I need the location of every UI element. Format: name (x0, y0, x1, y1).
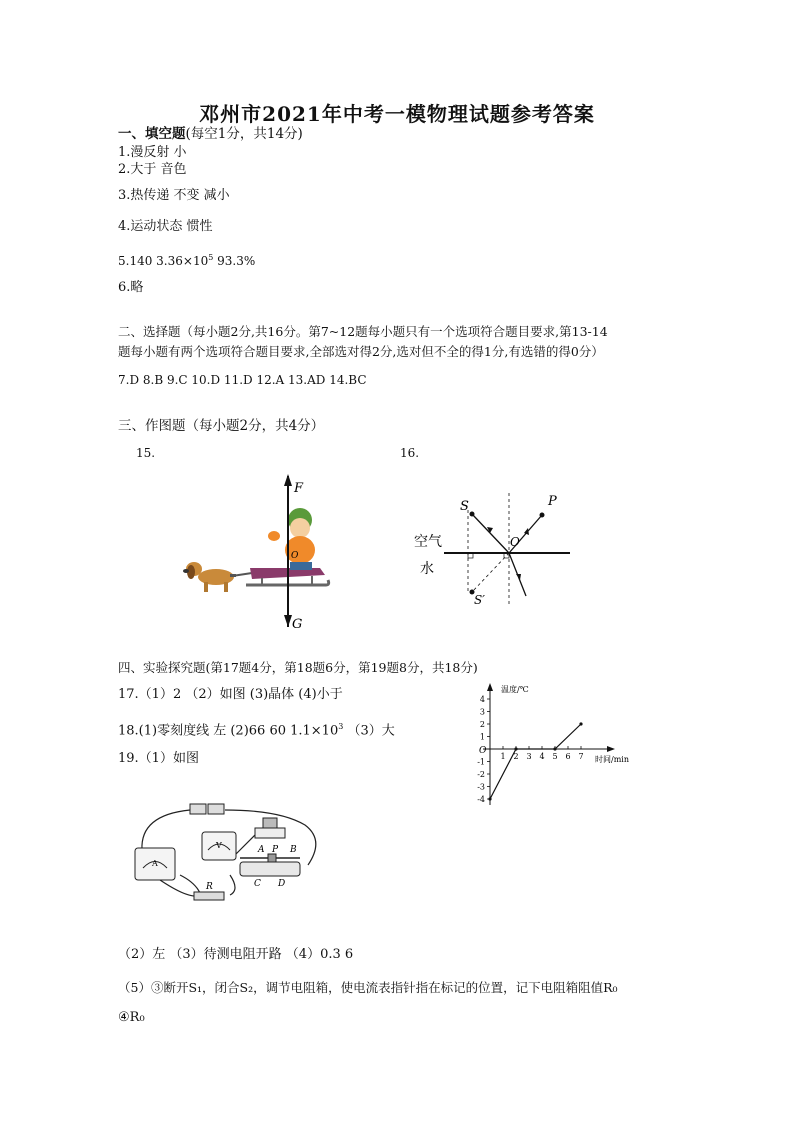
medium-water-label: 水 (420, 561, 434, 577)
answer-17: 17.（1）2 （2）如图 (3)晶体 (4)小于 (118, 687, 343, 702)
answer-18-suffix: （3）大 (343, 723, 395, 739)
section2-heading-line2: 题每小题有两个选项符合题目要求,全部选对得2分,选对但不全的得1分,有选错的得0分） (118, 344, 604, 359)
answer-2: 2.大于 音色 (118, 162, 187, 177)
force-g-label: G (292, 617, 303, 632)
section3-heading: 三、作图题（每小题2分，共4分） (118, 418, 325, 434)
section2-answers: 7.D 8.B 9.C 10.D 11.D 12.A 13.AD 14.BC (118, 373, 367, 387)
answer-18 (118, 719, 395, 739)
section2-heading-line1: 二、选择题（每小题2分,共16分。第7~12题每小题只有一个选项符合题目要求,第13-14 (118, 324, 608, 339)
data-point (488, 797, 491, 800)
data-point (579, 722, 582, 725)
terminal-c-label: C (254, 879, 261, 889)
q15-label: 15. (136, 446, 156, 460)
image-s-prime-label: S′ (474, 593, 485, 607)
switch-icon (255, 818, 285, 838)
answer-4: 4.运动状态 惯性 (118, 219, 213, 234)
x-tick-label: 4 (539, 752, 545, 761)
x-tick-label: 2 (513, 752, 519, 761)
answer-5-suffix: 93.3% (213, 254, 256, 268)
force-f-label: F (294, 481, 304, 496)
y-tick-label: -2 (477, 770, 485, 779)
y-tick-label: -1 (477, 757, 485, 767)
voltmeter-icon (202, 832, 236, 860)
center-o-label: O (291, 551, 299, 561)
ammeter-label: A (152, 859, 158, 868)
answer-19-5: （5）③断开S₁，闭合S₂，调节电阻箱，使电流表指针指在标记的位置，记下电阻箱阻值R₀ (118, 980, 618, 995)
point-p-label: P (548, 494, 557, 509)
x-tick-label: 1 (500, 752, 506, 761)
answer-18-sup: 3 (338, 722, 344, 731)
answer-5-sup: 5 (208, 253, 214, 262)
figure-16-light-diagram (410, 488, 580, 608)
answer-1: 1.漫反射 小 (118, 145, 187, 160)
page-title: 邓州市2021年中考一模物理试题参考答案 (199, 102, 595, 126)
graph-origin-label: O (479, 746, 487, 756)
answer-6: 6.略 (118, 280, 144, 295)
figure-15-sled-diagram (180, 472, 340, 637)
temperature-time-graph (465, 680, 635, 810)
x-tick-label: 3 (526, 752, 532, 761)
battery-icon (190, 804, 224, 814)
section1-heading (118, 126, 303, 142)
answer-19-2: （2）左 （3）待测电阻开路 （4）0.3 6 (118, 947, 354, 962)
section1-heading-rest: (每空1分，共14分) (185, 126, 303, 142)
y-tick-label: 1 (479, 732, 485, 742)
answer-5-prefix: 5.140 3.36×10 (118, 254, 209, 268)
answer-19-1: 19.（1）如图 (118, 751, 199, 766)
slider-p-label: P (272, 845, 279, 855)
source-s-label: S (460, 499, 469, 514)
y-tick-label: 3 (479, 707, 485, 717)
q16-label: 16. (400, 446, 420, 460)
y-tick-label: 2 (479, 720, 485, 729)
x-tick-label: 7 (578, 752, 584, 761)
answer-18-prefix: 18.(1)零刻度线 左 (2)66 60 1.1×10 (118, 723, 339, 739)
x-axis-label: 时间/min (595, 755, 629, 764)
x-tick-label: 5 (552, 752, 558, 761)
terminal-d-label: D (278, 879, 286, 889)
data-point (553, 747, 556, 750)
terminal-a-label: A (258, 845, 265, 855)
dog-illustration (183, 562, 236, 592)
medium-air-label: 空气 (414, 534, 442, 550)
point-o-label: O (510, 535, 520, 549)
section4-heading: 四、实验探究题(第17题4分，第18题6分，第19题8分，共18分) (118, 660, 478, 675)
answer-19-6: ④R₀ (118, 1010, 145, 1025)
section1-heading-bold: 一、填空题 (118, 126, 186, 142)
answer-5 (118, 250, 255, 269)
answer-3: 3.热传递 不变 减小 (118, 188, 230, 203)
y-tick-label: -4 (477, 795, 485, 804)
y-tick-label: -3 (477, 782, 485, 792)
voltmeter-label: V (216, 841, 222, 850)
x-tick-label: 6 (565, 752, 571, 761)
y-axis-label: 温度/℃ (501, 685, 529, 694)
y-tick-label: 4 (479, 695, 485, 704)
resistor-label: R (206, 882, 213, 892)
terminal-b-label: B (290, 845, 297, 855)
ammeter-icon (135, 848, 175, 880)
data-point (514, 747, 517, 750)
rheostat-icon (240, 845, 300, 889)
temperature-line (490, 724, 584, 799)
circuit-diagram (130, 800, 330, 910)
